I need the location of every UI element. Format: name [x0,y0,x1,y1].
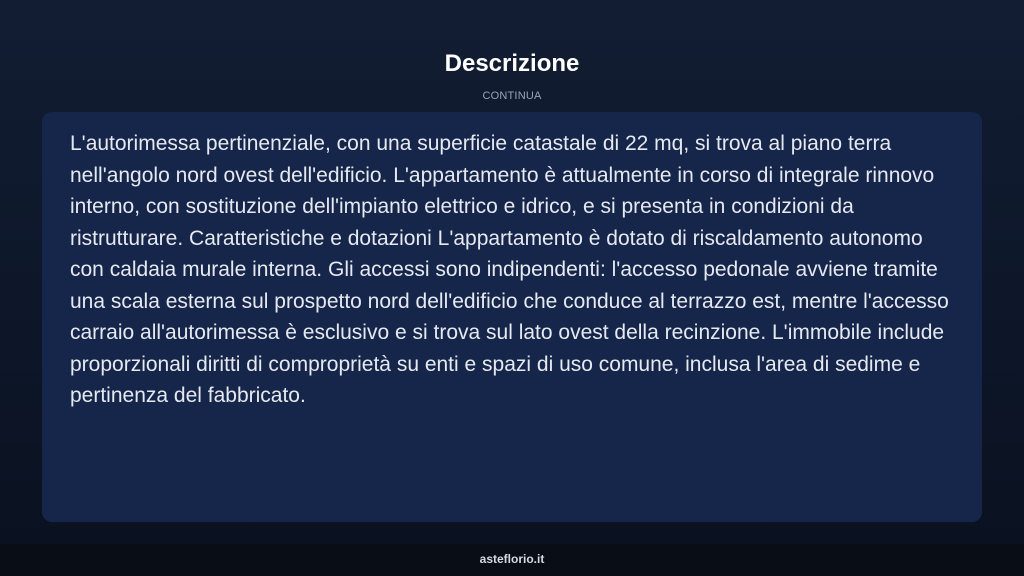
page-title: Descrizione [444,50,580,77]
description-text: L'autorimessa pertinenziale, con una superficie catastale di 22 mq, si trova al piano terra nell'angolo nord ovest dell'edificio. L'appartamento è attualmente in corso di integrale rinnovo interno, con sostituzione dell'impianto elettrico e idrico, e si presenta in condizioni da ristrutturare. Caratteristiche e dotazioni L'appartamento è dotato di riscaldamento autonomo con caldaia murale interna. Gli accessi sono indipendenti: l'accesso pedonale avviene tramite una scala esterna sul prospetto nord dell'edificio che conduce al terrazzo est, mentre l'accesso carraio all'autorimessa è esclusivo e si trova sul lato ovest della recinzione. L'immobile include proporzionali diritti di comproprietà su enti e spazi di uso comune, inclusa l'area di sedime e pertinenza del fabbricato. [70,132,949,407]
footer-brand: asteflorio.it [479,552,545,566]
description-card [42,112,982,522]
continue-label: CONTINUA [482,90,542,102]
